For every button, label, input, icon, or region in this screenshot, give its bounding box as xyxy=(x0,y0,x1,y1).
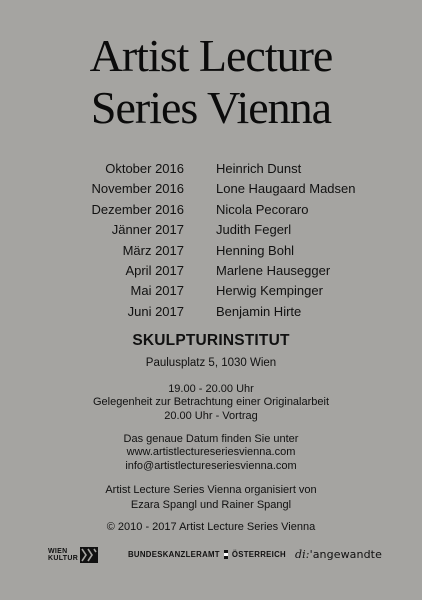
sponsor-logos xyxy=(0,546,422,566)
time-line-1: 19.00 - 20.00 Uhr xyxy=(168,383,254,395)
schedule-artist: Benjamin Hirte xyxy=(216,303,302,319)
time-line-2: Gelegenheit zur Betrachtung einer Originalarbeit xyxy=(92,396,330,409)
schedule-date: März 2017 xyxy=(122,242,184,258)
organizers-line-2: Ezara Spangl und Rainer Spangl xyxy=(130,499,292,511)
angewandte-prefix: di: xyxy=(295,548,310,561)
schedule-artist: Nicola Pecoraro xyxy=(216,201,309,217)
schedule-row xyxy=(0,304,422,324)
schedule-artist: Henning Bohl xyxy=(216,242,295,258)
schedule-row xyxy=(0,161,422,181)
schedule-artist: Herwig Kempinger xyxy=(216,283,323,299)
austria-flag-icon xyxy=(224,550,228,559)
schedule-date: April 2017 xyxy=(125,262,184,278)
schedule-date: Oktober 2016 xyxy=(105,161,184,176)
copyright: © 2010 - 2017 Artist Lecture Series Vienna xyxy=(106,521,316,533)
title-line-2: Series Vienna xyxy=(90,82,332,133)
schedule-date: Dezember 2016 xyxy=(91,201,184,217)
schedule-row xyxy=(0,243,422,263)
schedule-row xyxy=(0,263,422,283)
schedule-artist: Heinrich Dunst xyxy=(216,161,302,176)
poster-title xyxy=(0,30,422,134)
venue-address: Paulusplatz 5, 1030 Wien xyxy=(145,357,277,369)
lecture-schedule xyxy=(0,161,422,324)
schedule-date: Juni 2017 xyxy=(127,303,184,319)
bundeskanzleramt-logo xyxy=(128,550,286,559)
angewandte-suffix: 'angewandte xyxy=(309,548,382,561)
website-link[interactable]: www.artistlectureseriesvienna.com xyxy=(126,446,296,459)
wien-kultur-line-1: WIEN xyxy=(48,548,68,555)
bka-left-text: BUNDESKANZLERAMT xyxy=(128,550,220,559)
angewandte-logo xyxy=(295,548,382,561)
schedule-row xyxy=(0,181,422,201)
schedule-row xyxy=(0,283,422,303)
schedule-artist: Marlene Hausegger xyxy=(216,262,331,278)
schedule-row xyxy=(0,222,422,242)
date-note xyxy=(0,433,422,473)
schedule-artist: Lone Haugaard Madsen xyxy=(216,181,356,197)
schedule-date: Jänner 2017 xyxy=(111,222,184,238)
date-note-text: Das genaue Datum finden Sie unter xyxy=(123,433,299,445)
wien-kultur-logo xyxy=(48,546,102,564)
wien-kultur-line-2: KULTUR xyxy=(48,555,79,562)
organizers xyxy=(0,483,422,513)
wien-kultur-mark-icon xyxy=(80,547,98,563)
schedule-artist: Judith Fegerl xyxy=(216,222,292,238)
venue-name: SKULPTURINSTITUT xyxy=(132,332,290,349)
schedule-row xyxy=(0,202,422,222)
schedule-date: November 2016 xyxy=(91,181,184,197)
organizers-line-1: Artist Lecture Series Vienna organisiert von xyxy=(105,484,317,496)
time-line-3: 20.00 Uhr - Vortrag xyxy=(164,409,258,422)
schedule-date: Mai 2017 xyxy=(130,283,184,299)
wien-kultur-wordmark xyxy=(48,548,78,562)
title-line-1: Artist Lecture xyxy=(89,30,333,81)
time-info xyxy=(0,383,422,423)
email-link[interactable]: info@artistlectureseriesvienna.com xyxy=(125,459,297,472)
bka-right-text: ÖSTERREICH xyxy=(231,550,286,559)
